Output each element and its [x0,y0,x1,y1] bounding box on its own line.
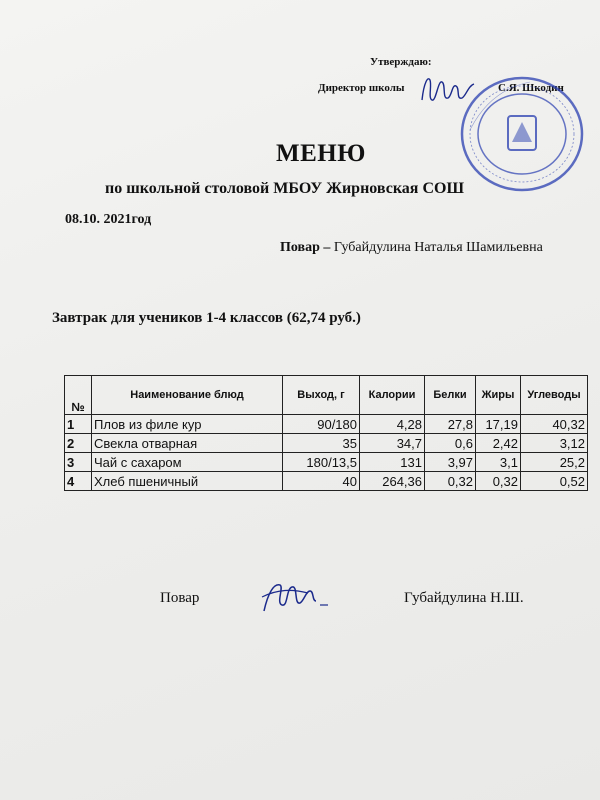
table-row [65,453,588,472]
dish-fat: 17,19 [476,415,521,434]
dish-name: Плов из филе кур [92,415,283,434]
cook-line [280,240,543,256]
row-number: 1 [65,415,92,434]
meal-section-title: Завтрак для учеников 1-4 классов (62,74 руб.) [52,310,361,326]
table-header-row [65,376,588,415]
dish-protein: 3,97 [425,453,476,472]
header-yield: Выход, г [283,376,360,415]
dish-fat: 2,42 [476,434,521,453]
director-signature [418,72,480,106]
page-subtitle: по школьной столовой МБОУ Жирновская СОШ [105,180,465,197]
dish-calories: 34,7 [360,434,425,453]
dish-carbs: 40,32 [521,415,588,434]
dish-name: Чай с сахаром [92,453,283,472]
header-protein: Белки [425,376,476,415]
menu-date: 08.10. 2021год [65,212,152,227]
menu-table [64,375,588,491]
dish-yield: 35 [283,434,360,453]
row-number: 4 [65,472,92,491]
header-calories: Калории [360,376,425,415]
dish-protein: 27,8 [425,415,476,434]
footer-cook-name: Губайдулина Н.Ш. [404,590,524,606]
table-row [65,434,588,453]
dish-carbs: 25,2 [521,453,588,472]
dish-name: Хлеб пшеничный [92,472,283,491]
page-title: МЕНЮ [276,140,366,167]
director-label: Директор школы [318,82,405,94]
table-row [65,472,588,491]
dish-yield: 40 [283,472,360,491]
dish-protein: 0,32 [425,472,476,491]
footer-cook-label: Повар [160,590,200,606]
dish-fat: 0,32 [476,472,521,491]
header-dish: Наименование блюд [92,376,283,415]
director-name: С.Я. Шкодин [498,82,564,94]
header-number: № [65,376,92,415]
row-number: 2 [65,434,92,453]
table-row [65,415,588,434]
dish-name: Свекла отварная [92,434,283,453]
dish-carbs: 0,52 [521,472,588,491]
row-number: 3 [65,453,92,472]
dish-calories: 4,28 [360,415,425,434]
dish-carbs: 3,12 [521,434,588,453]
header-fat: Жиры [476,376,521,415]
dish-calories: 131 [360,453,425,472]
approval-label: Утверждаю: [370,56,432,68]
cook-label: Повар – [280,240,331,255]
cook-name: Губайдулина Наталья Шамильевна [333,240,543,255]
dish-calories: 264,36 [360,472,425,491]
dish-fat: 3,1 [476,453,521,472]
dish-protein: 0,6 [425,434,476,453]
dish-yield: 180/13,5 [283,453,360,472]
cook-signature [258,575,333,617]
dish-yield: 90/180 [283,415,360,434]
header-carbs: Углеводы [521,376,588,415]
